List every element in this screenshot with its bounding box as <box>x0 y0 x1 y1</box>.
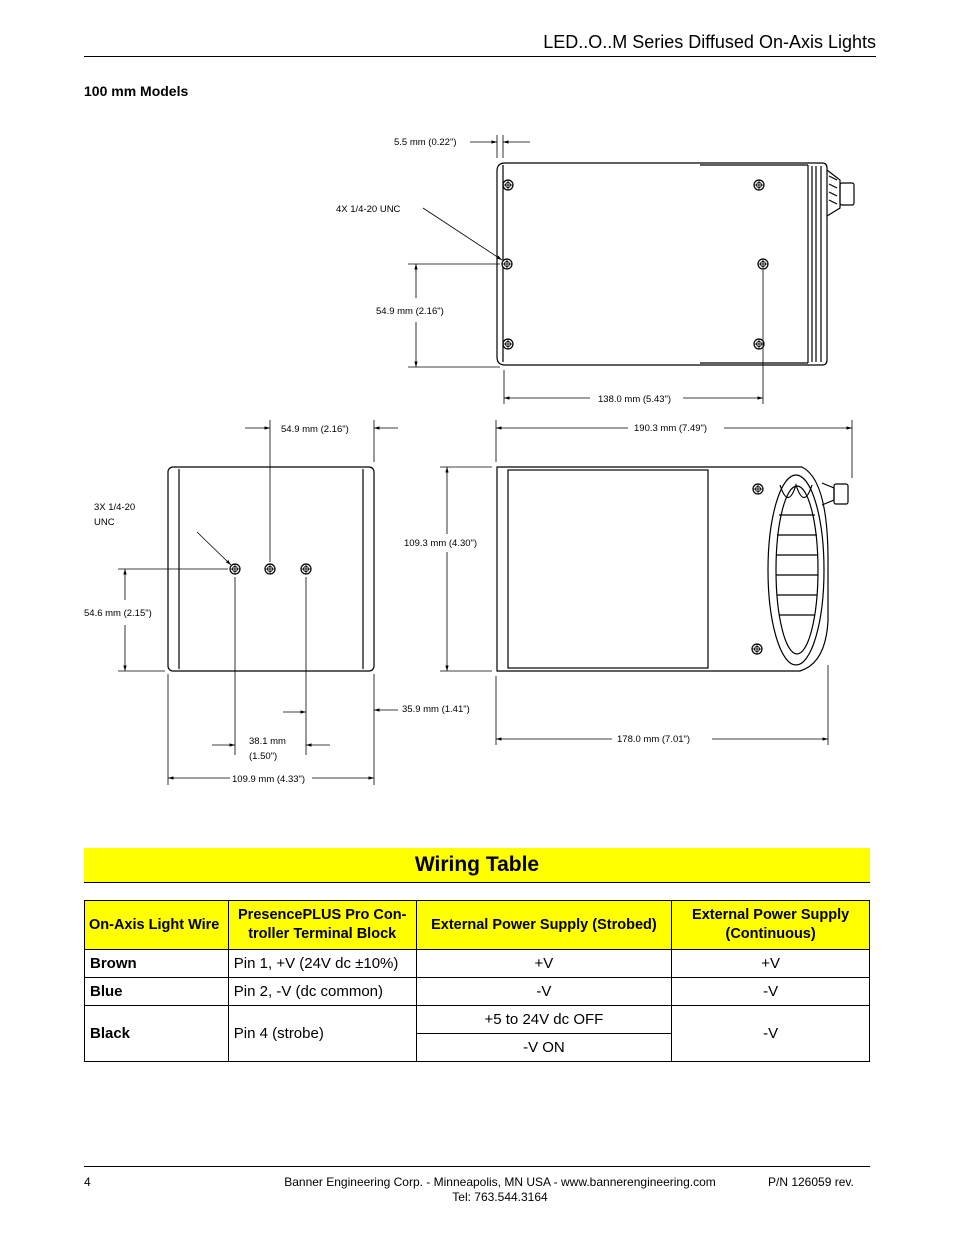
wire-black: Black <box>85 1006 229 1062</box>
header-wire: On-Axis Light Wire <box>85 901 229 950</box>
mount-hole-icon <box>502 259 512 269</box>
mount-hole-icon <box>265 564 275 574</box>
mount-hole-icon <box>753 484 763 494</box>
terminal-blue: Pin 2, -V (dc common) <box>228 978 416 1006</box>
footer-phone: Tel: 763.544.3164 <box>452 1190 548 1204</box>
dim-54-9-top-label: 54.9 mm (2.16") <box>376 306 444 317</box>
dim-54-9-front-label: 54.9 mm (2.16") <box>281 424 349 435</box>
dim-54-6-label: 54.6 mm (2.15") <box>84 608 152 619</box>
side-view-dimensions <box>440 420 852 745</box>
mount-hole-icon <box>503 339 513 349</box>
section-title: 100 mm Models <box>84 83 189 99</box>
mount-hole-icon <box>503 180 513 190</box>
strobed-black-on: -V ON <box>416 1034 672 1062</box>
footer-rule <box>84 1166 870 1167</box>
table-row <box>85 1006 870 1034</box>
side-view <box>497 467 848 671</box>
footer-company <box>220 1175 780 1205</box>
holes-3x-label: 3X 1/4-20 <box>94 502 136 513</box>
mount-hole-icon <box>752 644 762 654</box>
dim-5-5-label: 5.5 mm (0.22") <box>394 137 457 148</box>
mount-hole-icon <box>301 564 311 574</box>
wiring-table <box>84 900 870 1062</box>
wire-brown: Brown <box>85 950 229 978</box>
continuous-brown: +V <box>672 950 870 978</box>
mount-hole-icon <box>754 339 764 349</box>
holes-4x-label: 4X 1/4-20 UNC <box>336 204 401 215</box>
dim-190-3-label: 190.3 mm (7.49") <box>634 423 708 434</box>
mount-hole-icon <box>754 180 764 190</box>
page-number: 4 <box>84 1175 91 1189</box>
mount-hole-icon <box>758 259 768 269</box>
mount-hole-icon <box>230 564 240 574</box>
continuous-blue: -V <box>672 978 870 1006</box>
top-view <box>497 163 854 365</box>
dim-178-label: 178.0 mm (7.01") <box>617 734 691 745</box>
header-strobed: External Power Supply (Strobed) <box>416 901 672 950</box>
footer-company-line: Banner Engineering Corp. - Minneapolis, MN USA - www.bannerengineering.com <box>284 1175 716 1189</box>
top-view-dimensions <box>408 135 763 404</box>
dim-138-label: 138.0 mm (5.43") <box>598 394 672 405</box>
dim-35-9-label: 35.9 mm (1.41") <box>402 704 470 715</box>
continuous-black: -V <box>672 1006 870 1062</box>
part-number: P/N 126059 rev. <box>768 1175 854 1189</box>
table-row <box>85 978 870 1006</box>
dim-109-9-label: 109.9 mm (4.33") <box>232 774 306 785</box>
strobed-brown: +V <box>416 950 672 978</box>
table-row <box>85 950 870 978</box>
wire-blue: Blue <box>85 978 229 1006</box>
header-continuous: External Power Supply (Continuous) <box>672 901 870 950</box>
terminal-black: Pin 4 (strobe) <box>228 1006 416 1062</box>
terminal-brown: Pin 1, +V (24V dc ±10%) <box>228 950 416 978</box>
dim-38-1-label: 38.1 mm <box>249 736 286 747</box>
header-title: LED..O..M Series Diffused On-Axis Lights <box>543 32 876 52</box>
strobed-blue: -V <box>416 978 672 1006</box>
wiring-table-title: Wiring Table <box>84 848 870 883</box>
front-view-dimensions <box>118 420 398 785</box>
table-header-row <box>85 901 870 950</box>
header-terminal-block: PresencePLUS Pro Con-troller Terminal Block <box>228 901 416 950</box>
dim-38-1-label-inch: (1.50") <box>249 751 278 762</box>
strobed-black-off: +5 to 24V dc OFF <box>416 1006 672 1034</box>
holes-3x-label-unc: UNC <box>94 517 115 528</box>
dim-109-3-label: 109.3 mm (4.30") <box>404 538 478 549</box>
